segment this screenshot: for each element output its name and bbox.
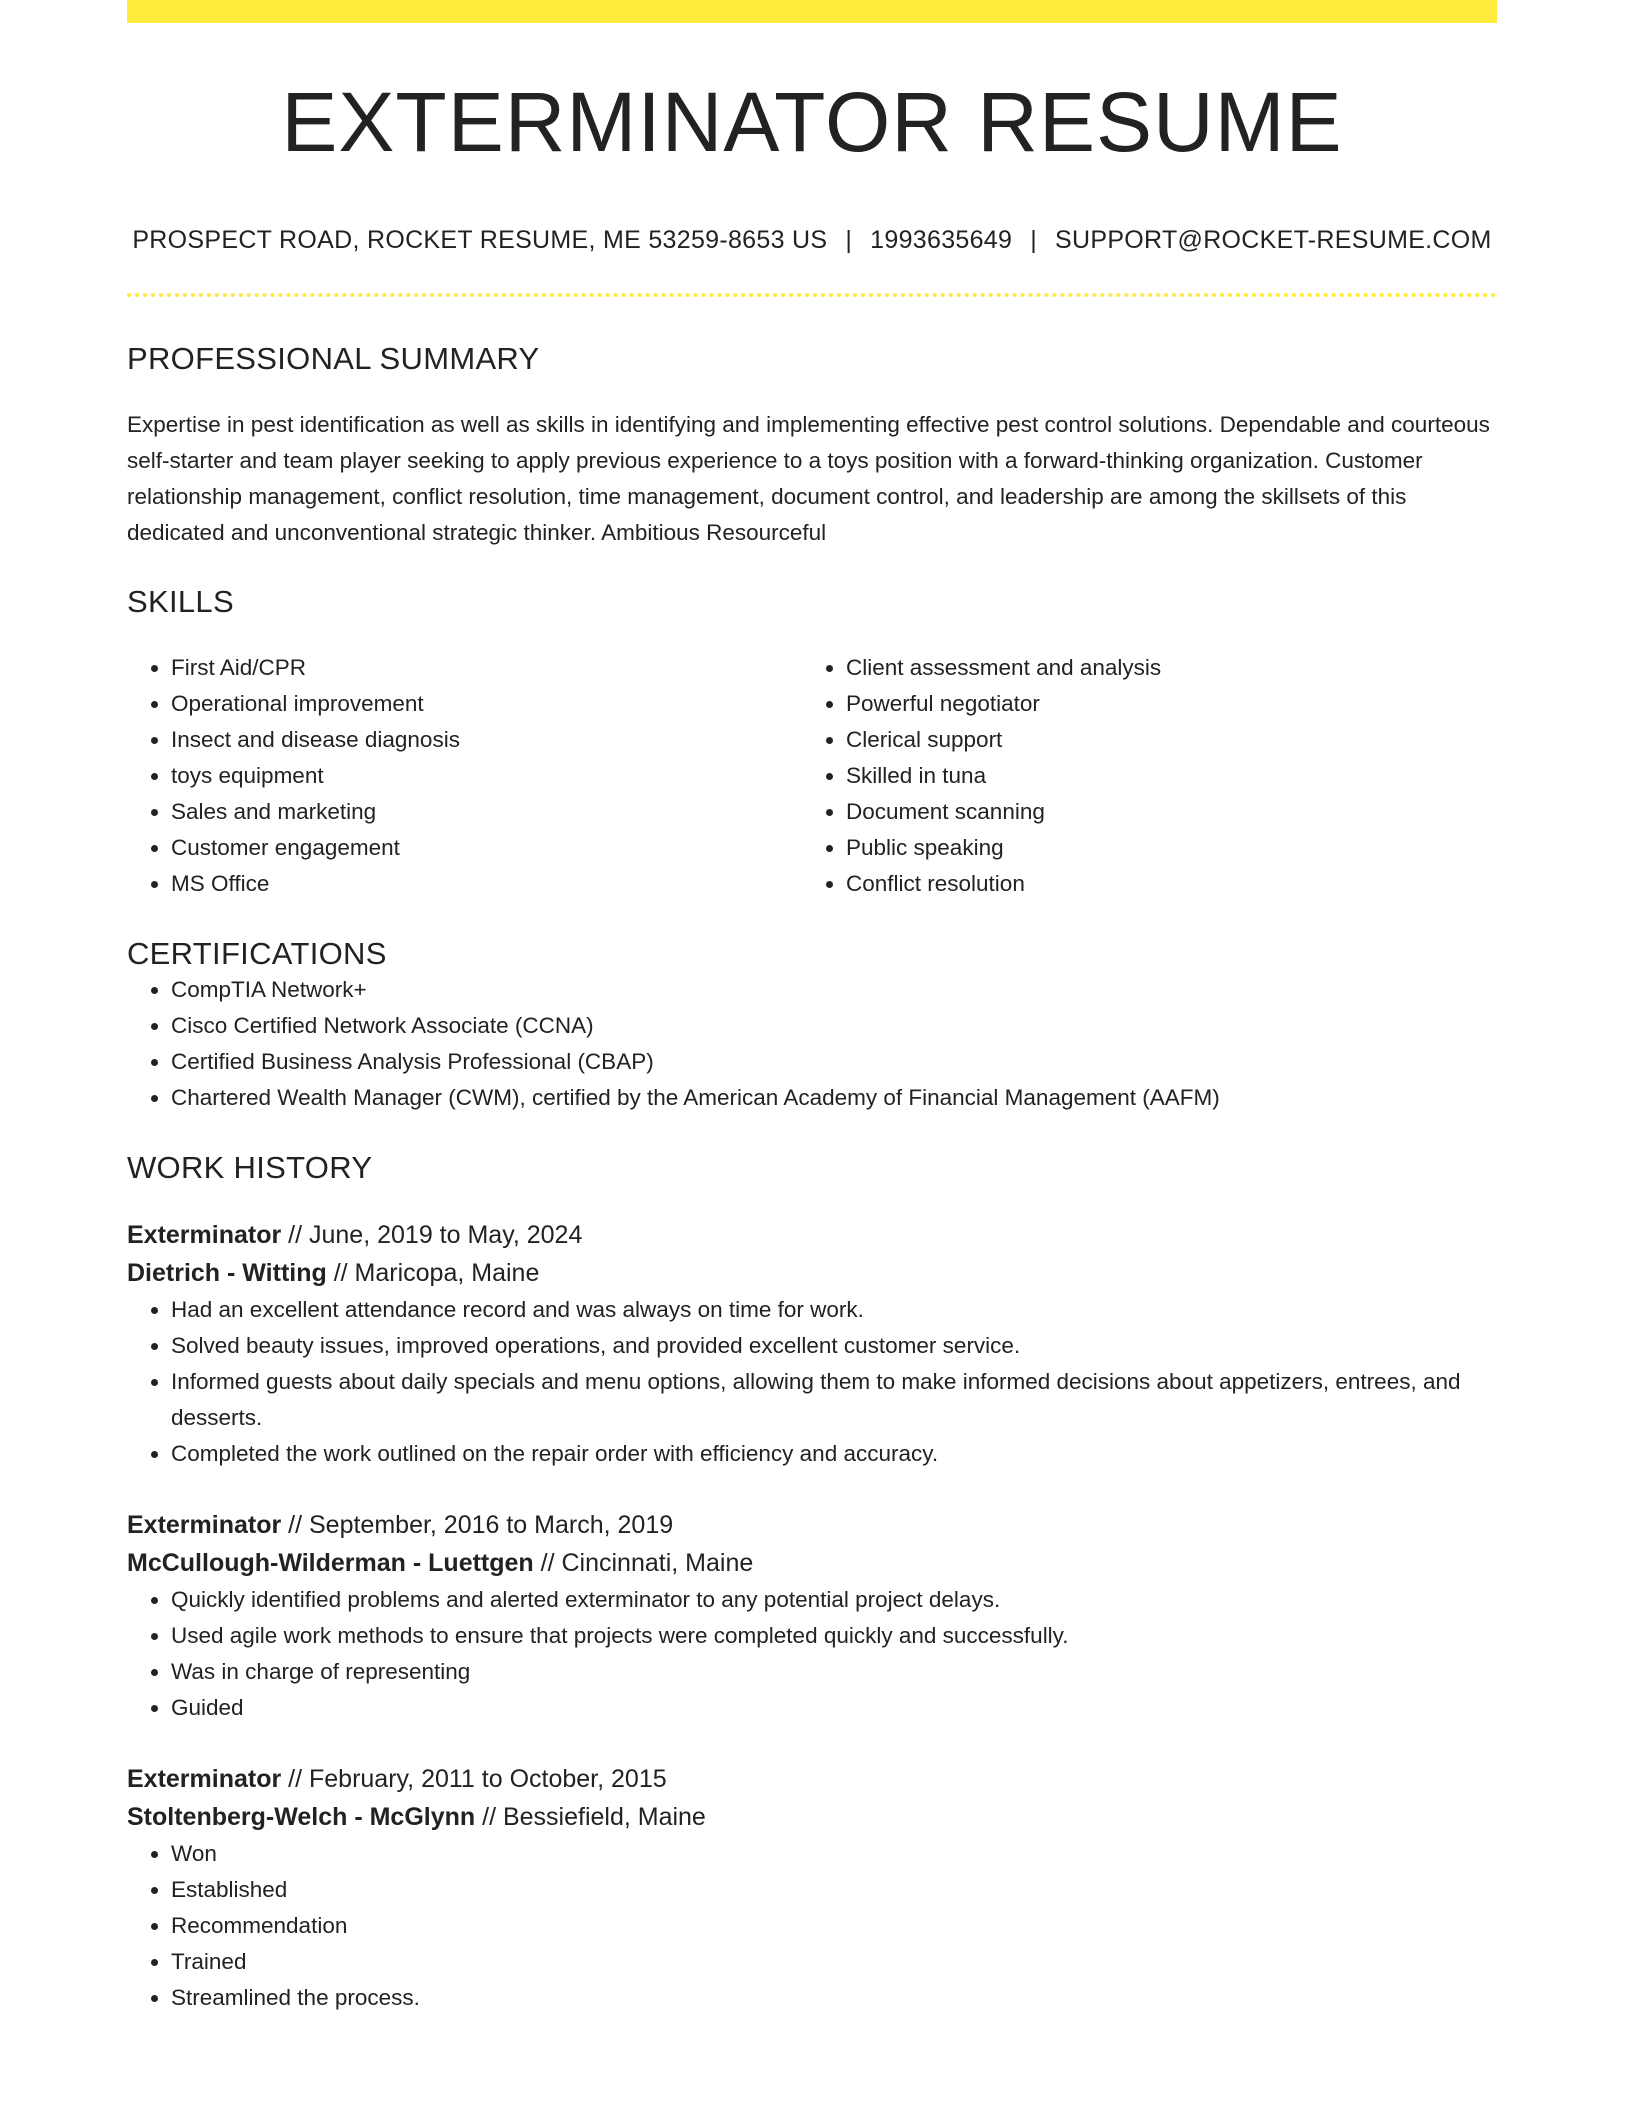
certification-item: • Cisco Certified Network Associate (CCNA)	[171, 1008, 1497, 1044]
contact-phone[interactable]: 1993635649	[870, 226, 1013, 254]
job-title-line	[127, 1216, 1497, 1254]
job-dates: // June, 2019 to May, 2024	[281, 1221, 583, 1249]
job-duty: • Won	[171, 1836, 1497, 1872]
job-duty: • Trained	[171, 1944, 1497, 1980]
skills-columns	[127, 650, 1497, 902]
certification-item: • CompTIA Network+	[171, 972, 1497, 1008]
job-duty: • Quickly identified problems and alerted exterminator to any potential project delays.	[171, 1582, 1497, 1618]
job-entry	[127, 1760, 1497, 2016]
summary-section	[127, 341, 1497, 551]
job-company-line	[127, 1544, 1497, 1582]
skills-heading: SKILLS	[127, 584, 234, 619]
skill-item: • Public speaking	[846, 830, 1477, 866]
job-duty: • Had an excellent attendance record and was always on time for work.	[171, 1292, 1497, 1328]
job-duty: • Guided	[171, 1690, 1497, 1726]
certifications-heading: CERTIFICATIONS	[127, 936, 387, 971]
job-duty: • Completed the work outlined on the repair order with efficiency and accuracy.	[171, 1436, 1497, 1472]
resume-title: EXTERMINATOR RESUME	[281, 75, 1343, 169]
skill-item: • Sales and marketing	[171, 794, 802, 830]
skill-item: • MS Office	[171, 866, 802, 902]
job-duty: • Streamlined the process.	[171, 1980, 1497, 2016]
skill-item: • Conflict resolution	[846, 866, 1477, 902]
skill-item: • Customer engagement	[171, 830, 802, 866]
resume-page	[127, 0, 1497, 2016]
skill-item: • Powerful negotiator	[846, 686, 1477, 722]
job-title: Exterminator	[127, 1221, 282, 1249]
skill-item: • Operational improvement	[171, 686, 802, 722]
contact-line	[127, 226, 1497, 255]
job-dates: // February, 2011 to October, 2015	[281, 1765, 667, 1793]
skills-list-left	[127, 650, 802, 902]
job-duty: • Was in charge of representing	[171, 1654, 1497, 1690]
job-company: Stoltenberg-Welch - McGlynn	[127, 1803, 476, 1831]
job-entry	[127, 1506, 1497, 1726]
skill-item: • Clerical support	[846, 722, 1477, 758]
skill-item: • First Aid/CPR	[171, 650, 802, 686]
job-title-line	[127, 1760, 1497, 1798]
job-company-line	[127, 1798, 1497, 1836]
job-duties-list	[127, 1582, 1497, 1726]
skill-item: • Document scanning	[846, 794, 1477, 830]
job-company-line	[127, 1254, 1497, 1292]
contact-separator: |	[845, 226, 853, 254]
skills-column-left	[127, 650, 802, 902]
job-entry	[127, 1216, 1497, 1472]
job-duty: • Established	[171, 1872, 1497, 1908]
top-accent-bar	[127, 0, 1497, 23]
skill-item: • Client assessment and analysis	[846, 650, 1477, 686]
contact-separator: |	[1030, 226, 1038, 254]
job-duty: • Solved beauty issues, improved operations, and provided excellent customer service.	[171, 1328, 1497, 1364]
job-title: Exterminator	[127, 1765, 282, 1793]
contact-email[interactable]: SUPPORT@ROCKET-RESUME.COM	[1055, 226, 1492, 254]
job-title-line	[127, 1506, 1497, 1544]
certifications-section	[127, 936, 1497, 1116]
certifications-list	[127, 972, 1497, 1116]
certification-item: • Certified Business Analysis Professional (CBAP)	[171, 1044, 1497, 1080]
job-location: // Bessiefield, Maine	[475, 1803, 706, 1831]
skill-item: • toys equipment	[171, 758, 802, 794]
summary-text: Expertise in pest identification as well as skills in identifying and implementing effective pest control solutions. Dependable and courteous self-starter and team player seeking to apply previous experience to a toys position with a forward-thinking organization. Customer relationship management, conflict resolution, time management, document control, and leadership are among the skillsets of this dedicated and unconventional strategic thinker. Ambitious Resourceful	[127, 412, 1490, 545]
skill-item: • Skilled in tuna	[846, 758, 1477, 794]
job-duty: • Recommendation	[171, 1908, 1497, 1944]
dotted-divider	[127, 293, 1497, 297]
summary-heading: PROFESSIONAL SUMMARY	[127, 341, 540, 376]
job-title: Exterminator	[127, 1511, 282, 1539]
work-history-section	[127, 1150, 1497, 2016]
job-duties-list	[127, 1292, 1497, 1472]
job-duty: • Informed guests about daily specials and menu options, allowing them to make informed decisions about appetizers, entrees, and desserts.	[171, 1364, 1497, 1436]
job-dates: // September, 2016 to March, 2019	[281, 1511, 674, 1539]
certification-item: • Chartered Wealth Manager (CWM), certified by the American Academy of Financial Management (AAFM)	[171, 1080, 1497, 1116]
skills-list-right	[802, 650, 1477, 902]
job-location: // Cincinnati, Maine	[533, 1549, 754, 1577]
contact-address: PROSPECT ROAD, ROCKET RESUME, ME 53259-8653 US	[132, 226, 828, 254]
skills-column-right	[802, 650, 1477, 902]
work-history-heading: WORK HISTORY	[127, 1150, 373, 1185]
job-duties-list	[127, 1836, 1497, 2016]
skills-section	[127, 584, 1497, 902]
job-duty: • Used agile work methods to ensure that projects were completed quickly and successfully.	[171, 1618, 1497, 1654]
job-location: // Maricopa, Maine	[326, 1259, 540, 1287]
job-company: Dietrich - Witting	[127, 1259, 327, 1287]
job-company: McCullough-Wilderman - Luettgen	[127, 1549, 534, 1577]
skill-item: • Insect and disease diagnosis	[171, 722, 802, 758]
